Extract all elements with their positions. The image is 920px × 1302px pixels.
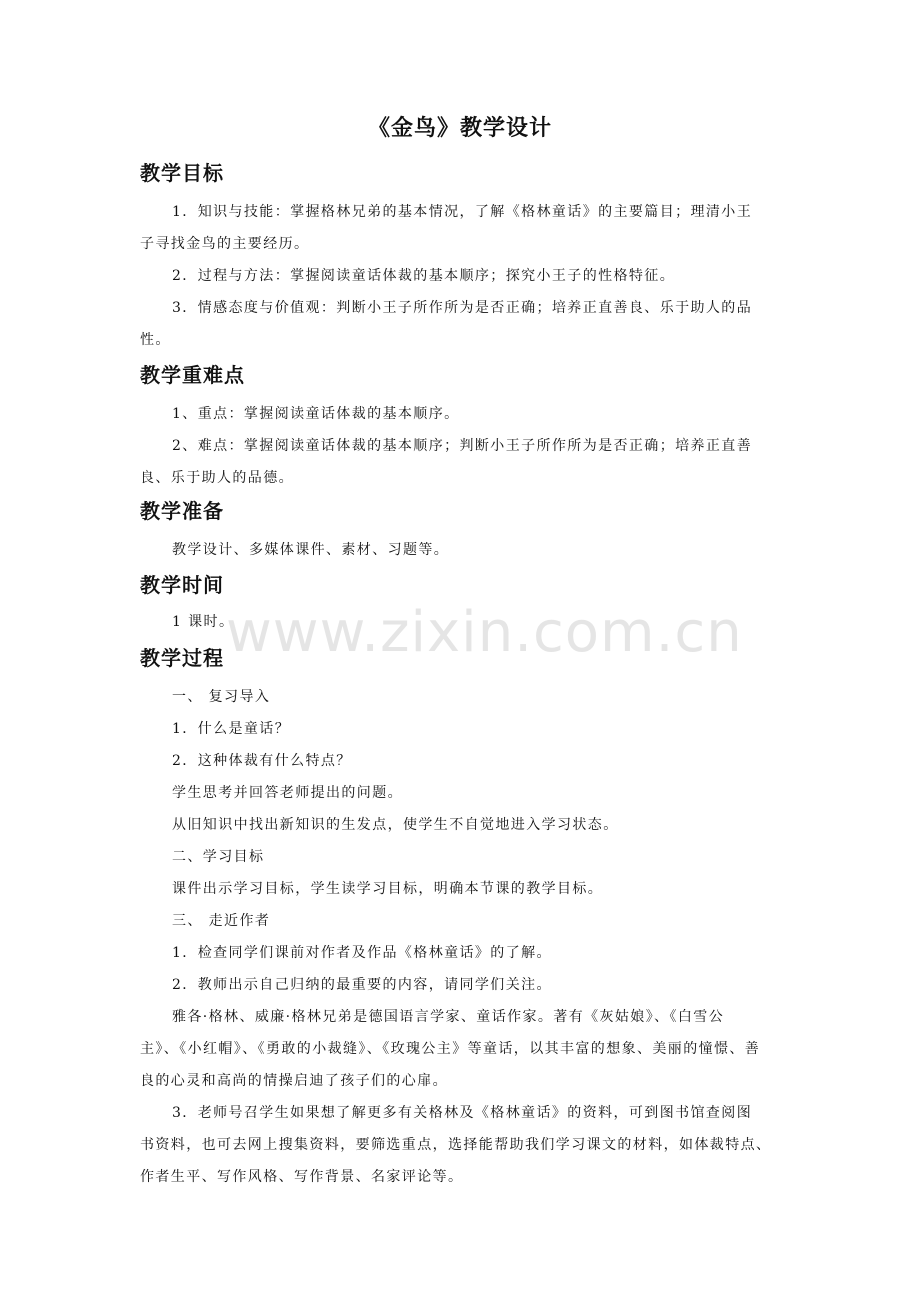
goals-line-2: 子寻找金鸟的主要经历。 — [140, 236, 310, 252]
heading-preparation: 教学准备 — [140, 499, 224, 523]
goals-line-1: 1．知识与技能：掌握格林兄弟的基本情况，了解《格林童话》的主要篇目；理清小王 — [172, 204, 753, 220]
keypoints-line-2: 2、难点：掌握阅读童话体裁的基本顺序；判断小王子所作所为是否正确；培养正直善 — [172, 438, 753, 454]
heading-teaching-time: 教学时间 — [140, 573, 224, 597]
process-line-13: 良的心灵和高尚的情操启迪了孩子们的心扉。 — [140, 1073, 448, 1089]
process-line-6: 二、学习目标 — [172, 849, 265, 865]
process-line-1: 一、 复习导入 — [172, 689, 271, 705]
process-line-10: 2．教师出示自己归纳的最重要的内容，请同学们关注。 — [172, 977, 552, 993]
process-line-5: 从旧知识中找出新知识的生发点，使学生不自觉地进入学习状态。 — [172, 817, 619, 833]
prep-line-1: 教学设计、多媒体课件、素材、习题等。 — [172, 542, 450, 558]
goals-line-3: 2．过程与方法：掌握阅读童话体裁的基本顺序；探究小王子的性格特征。 — [172, 268, 676, 284]
process-line-16: 作者生平、写作风格、写作背景、名家评论等。 — [140, 1169, 464, 1185]
process-line-15: 书资料，也可去网上搜集资料，要筛选重点，选择能帮助我们学习课文的材料，如体裁特点、 — [140, 1137, 772, 1153]
process-line-11: 雅各·格林、威廉·格林兄弟是德国语言学家、童话作家。著有《灰姑娘》、《白雪公 — [172, 1009, 725, 1025]
process-line-2: 1．什么是童话？ — [172, 721, 291, 737]
process-line-9: 1．检查同学们课前对作者及作品《格林童话》的了解。 — [172, 945, 552, 961]
heading-teaching-process: 教学过程 — [140, 646, 224, 670]
keypoints-line-3: 良、乐于助人的品德。 — [140, 470, 294, 486]
heading-key-points: 教学重难点 — [140, 363, 245, 387]
heading-teaching-goals: 教学目标 — [140, 161, 224, 185]
process-line-7: 课件出示学习目标，学生读学习目标，明确本节课的教学目标。 — [172, 881, 604, 897]
process-line-14: 3．老师号召学生如果想了解更多有关格林及《格林童话》的资料，可到图书馆查阅图 — [172, 1105, 753, 1121]
process-line-12: 主》、《小红帽》、《勇敢的小裁缝》、《玫瑰公主》等童话，以其丰富的想象、美丽的憧憬、善 — [140, 1041, 761, 1057]
keypoints-line-1: 1、重点：掌握阅读童话体裁的基本顺序。 — [172, 406, 460, 422]
process-line-8: 三、 走近作者 — [172, 913, 271, 929]
document-title: 《金鸟》教学设计 — [367, 116, 552, 141]
goals-line-4: 3．情感态度与价值观：判断小王子所作所为是否正确；培养正直善良、乐于助人的品 — [172, 300, 753, 316]
goals-line-5: 性。 — [140, 332, 171, 348]
process-line-3: 2．这种体裁有什么特点？ — [172, 753, 352, 769]
watermark: www.zixin.com.cn — [226, 600, 743, 665]
time-line-1: 1 课时。 — [172, 614, 235, 630]
process-line-4: 学生思考并回答老师提出的问题。 — [172, 785, 403, 801]
